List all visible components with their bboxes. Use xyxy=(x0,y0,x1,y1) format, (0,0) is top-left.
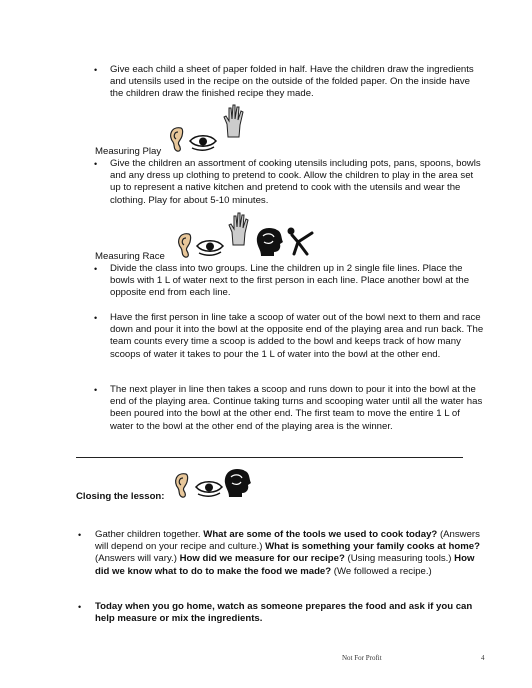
hand-icon xyxy=(227,212,251,246)
paragraph-measuring-play: Give the children an assortment of cooking utensils including pots, pans, spoons, bowls and any dress up clothing to pretend to cook. Allow the children to play in the area set up to represent a native kitchen and pretend to cook with the utensils and wear the clothing. Play for about 5-10 minutes. xyxy=(110,158,481,206)
head-icon xyxy=(254,226,284,258)
hand-icon xyxy=(222,104,246,138)
footer-not-for-profit: Not For Profit xyxy=(342,654,382,662)
paragraph-race-step-1: Divide the class into two groups. Line the children up in 2 single file lines. Place the bowls with 1 L of water next to the first person in each line. Place another bowl at the opposite end from each line. xyxy=(110,263,470,299)
closing-title: Closing the lesson: xyxy=(76,491,165,502)
measuring-race-title: Measuring Race xyxy=(95,251,165,262)
bullet-marker: • xyxy=(94,385,98,395)
paragraph-closing-homework: Today when you go home, watch as someone prepares the food and ask if you can help measure or mix the ingredients. xyxy=(95,601,473,625)
closing-answer: (We followed a recipe.) xyxy=(331,565,432,577)
closing-question: What is something your family cooks at home? xyxy=(265,541,480,553)
ear-icon xyxy=(171,470,193,500)
closing-question: How did we measure for our recipe? xyxy=(179,553,345,565)
section-divider xyxy=(76,457,463,458)
bullet-marker: • xyxy=(94,65,98,75)
measuring-play-title: Measuring Play xyxy=(95,146,162,157)
closing-answer: (Answers will vary.) xyxy=(95,553,180,565)
head-icon xyxy=(222,467,252,499)
body-movement-icon xyxy=(285,226,315,256)
closing-question: What are some of the tools we used to cook today? xyxy=(203,529,438,540)
eye-icon xyxy=(196,240,224,256)
page-number: 4 xyxy=(481,654,485,662)
ear-icon xyxy=(174,230,196,260)
ear-icon xyxy=(166,124,188,154)
paragraph-race-step-2: Have the first person in line take a scoop of water out of the bowl next to them and race down and pour it into the bowl at the opposite end of the playing area and run back. The team counts every time a scoop is added to the bowl and keeps track of how many scoops of water it takes to pour the 1 L of water into the bowl at the other end. xyxy=(110,312,484,360)
eye-icon xyxy=(189,135,217,151)
closing-answer: (Answers will depend on your recipe and culture.) xyxy=(95,529,480,553)
bullet-marker: • xyxy=(94,313,98,323)
eye-icon xyxy=(195,481,223,497)
paragraph-race-step-3: The next player in line then takes a scoop and runs down to pour it into the bowl at the end of the playing area. Continue taking turns and scooping water until all the water has been poured into the bowl at the other end. The first team to move the entire 1 L of water to the bowl at the other end of the playing area is the winner. xyxy=(110,384,483,432)
paragraph-closing-questions xyxy=(95,529,487,578)
bullet-marker: • xyxy=(94,159,98,169)
closing-question: How did we know what to do to make the food we made? xyxy=(95,553,475,577)
bullet-marker: • xyxy=(94,264,98,274)
closing-answer: (Using measuring tools.) xyxy=(344,553,455,565)
bullet-marker: • xyxy=(78,530,82,540)
closing-text: Gather children together. xyxy=(95,529,204,540)
paragraph-draw-recipe: Give each child a sheet of paper folded in half. Have the children draw the ingredients and utensils used in the recipe on the outside of the folded paper. On the inside have the children draw the finished recipe they made. xyxy=(110,64,474,100)
bullet-marker: • xyxy=(78,602,82,612)
